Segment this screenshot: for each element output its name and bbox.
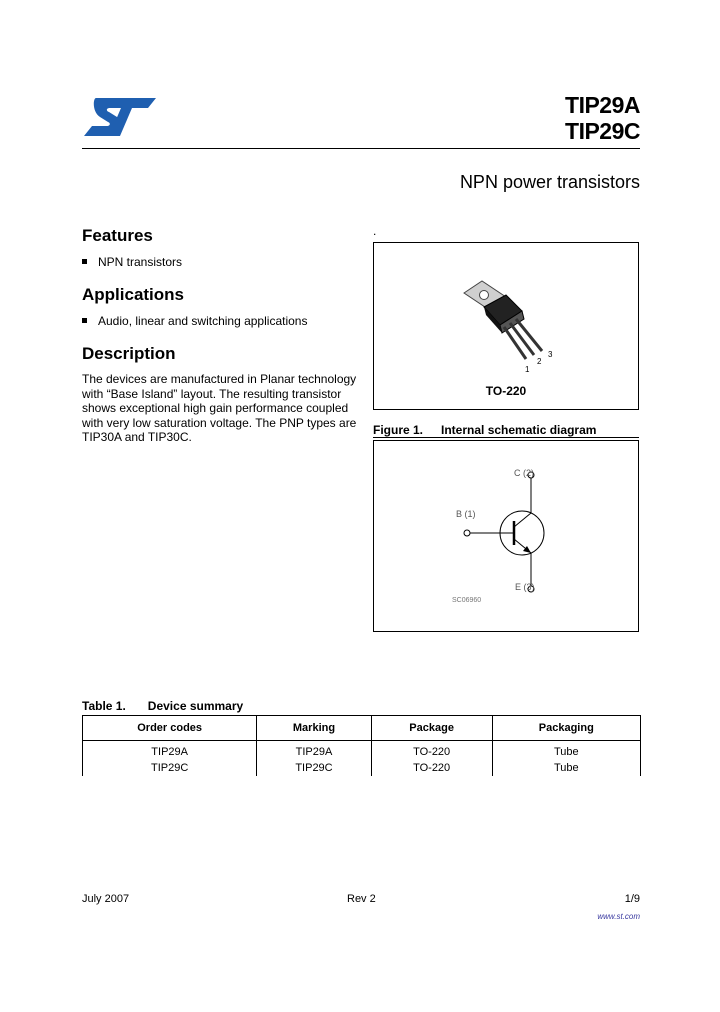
st-logo (82, 96, 158, 138)
package-figure-box (373, 242, 639, 410)
figure-1-caption-rule (373, 437, 639, 438)
footer-website-link[interactable]: www.st.com (597, 912, 640, 921)
emitter-pin-label: E (3) (515, 582, 535, 592)
pin-label-3: 3 (548, 350, 553, 359)
footer-date: July 2007 (82, 893, 130, 905)
bullet-square-icon (82, 259, 87, 264)
table-header-cell: Order codes (83, 716, 257, 741)
part-number-c: TIP29C (565, 118, 640, 144)
schematic-code: SC06960 (452, 597, 482, 604)
applications-heading: Applications (82, 285, 185, 304)
features-list-item: NPN transistors (82, 255, 182, 269)
table-cell: TO-220 (371, 741, 492, 761)
table-cell: TO-220 (371, 760, 492, 776)
table-header-cell: Marking (257, 716, 371, 741)
table-cell: Tube (492, 760, 640, 776)
table-header-row (83, 716, 641, 741)
table-cell: TIP29C (83, 760, 257, 776)
table-row (83, 741, 641, 761)
description-heading: Description (82, 344, 176, 363)
npn-transistor-schematic-icon (374, 441, 638, 631)
table-1-caption: Table 1. Device summary (82, 699, 244, 713)
applications-list-item: Audio, linear and switching applications (82, 314, 307, 328)
table-cell: TIP29C (257, 760, 371, 776)
features-heading: Features (82, 226, 153, 245)
table-cell: TIP29A (257, 741, 371, 761)
header-rule (82, 148, 640, 149)
collector-pin-label: C (2) (514, 468, 534, 478)
table-cell: TIP29A (83, 741, 257, 761)
table-cell: Tube (492, 741, 640, 761)
footer-page-number: 1/9 (624, 893, 640, 905)
table-row (83, 760, 641, 776)
table-header-cell: Package (371, 716, 492, 741)
table-header-cell: Packaging (492, 716, 640, 741)
package-label: TO-220 (485, 384, 527, 398)
description-text: The devices are manufactured in Planar technology with “Base Island” layout. The resulting transistor shows exceptional high gain performance coupled with very low saturation voltage. The PNP types are TIP30A and TIP30C. (82, 372, 357, 445)
to220-package-icon (454, 271, 564, 381)
pin-label-1: 1 (525, 365, 530, 374)
figure-1-caption: Figure 1. Internal schematic diagram (373, 423, 597, 437)
pin-label-2: 2 (537, 357, 542, 366)
device-summary-table (82, 715, 641, 776)
footer-revision: Rev 2 (347, 893, 376, 905)
part-number-a: TIP29A (565, 92, 640, 118)
package-figure-dot: . (373, 224, 377, 238)
bullet-square-icon (82, 318, 87, 323)
base-pin-label: B (1) (456, 509, 476, 519)
document-subtitle: NPN power transistors (459, 172, 640, 192)
schematic-box (373, 440, 639, 632)
